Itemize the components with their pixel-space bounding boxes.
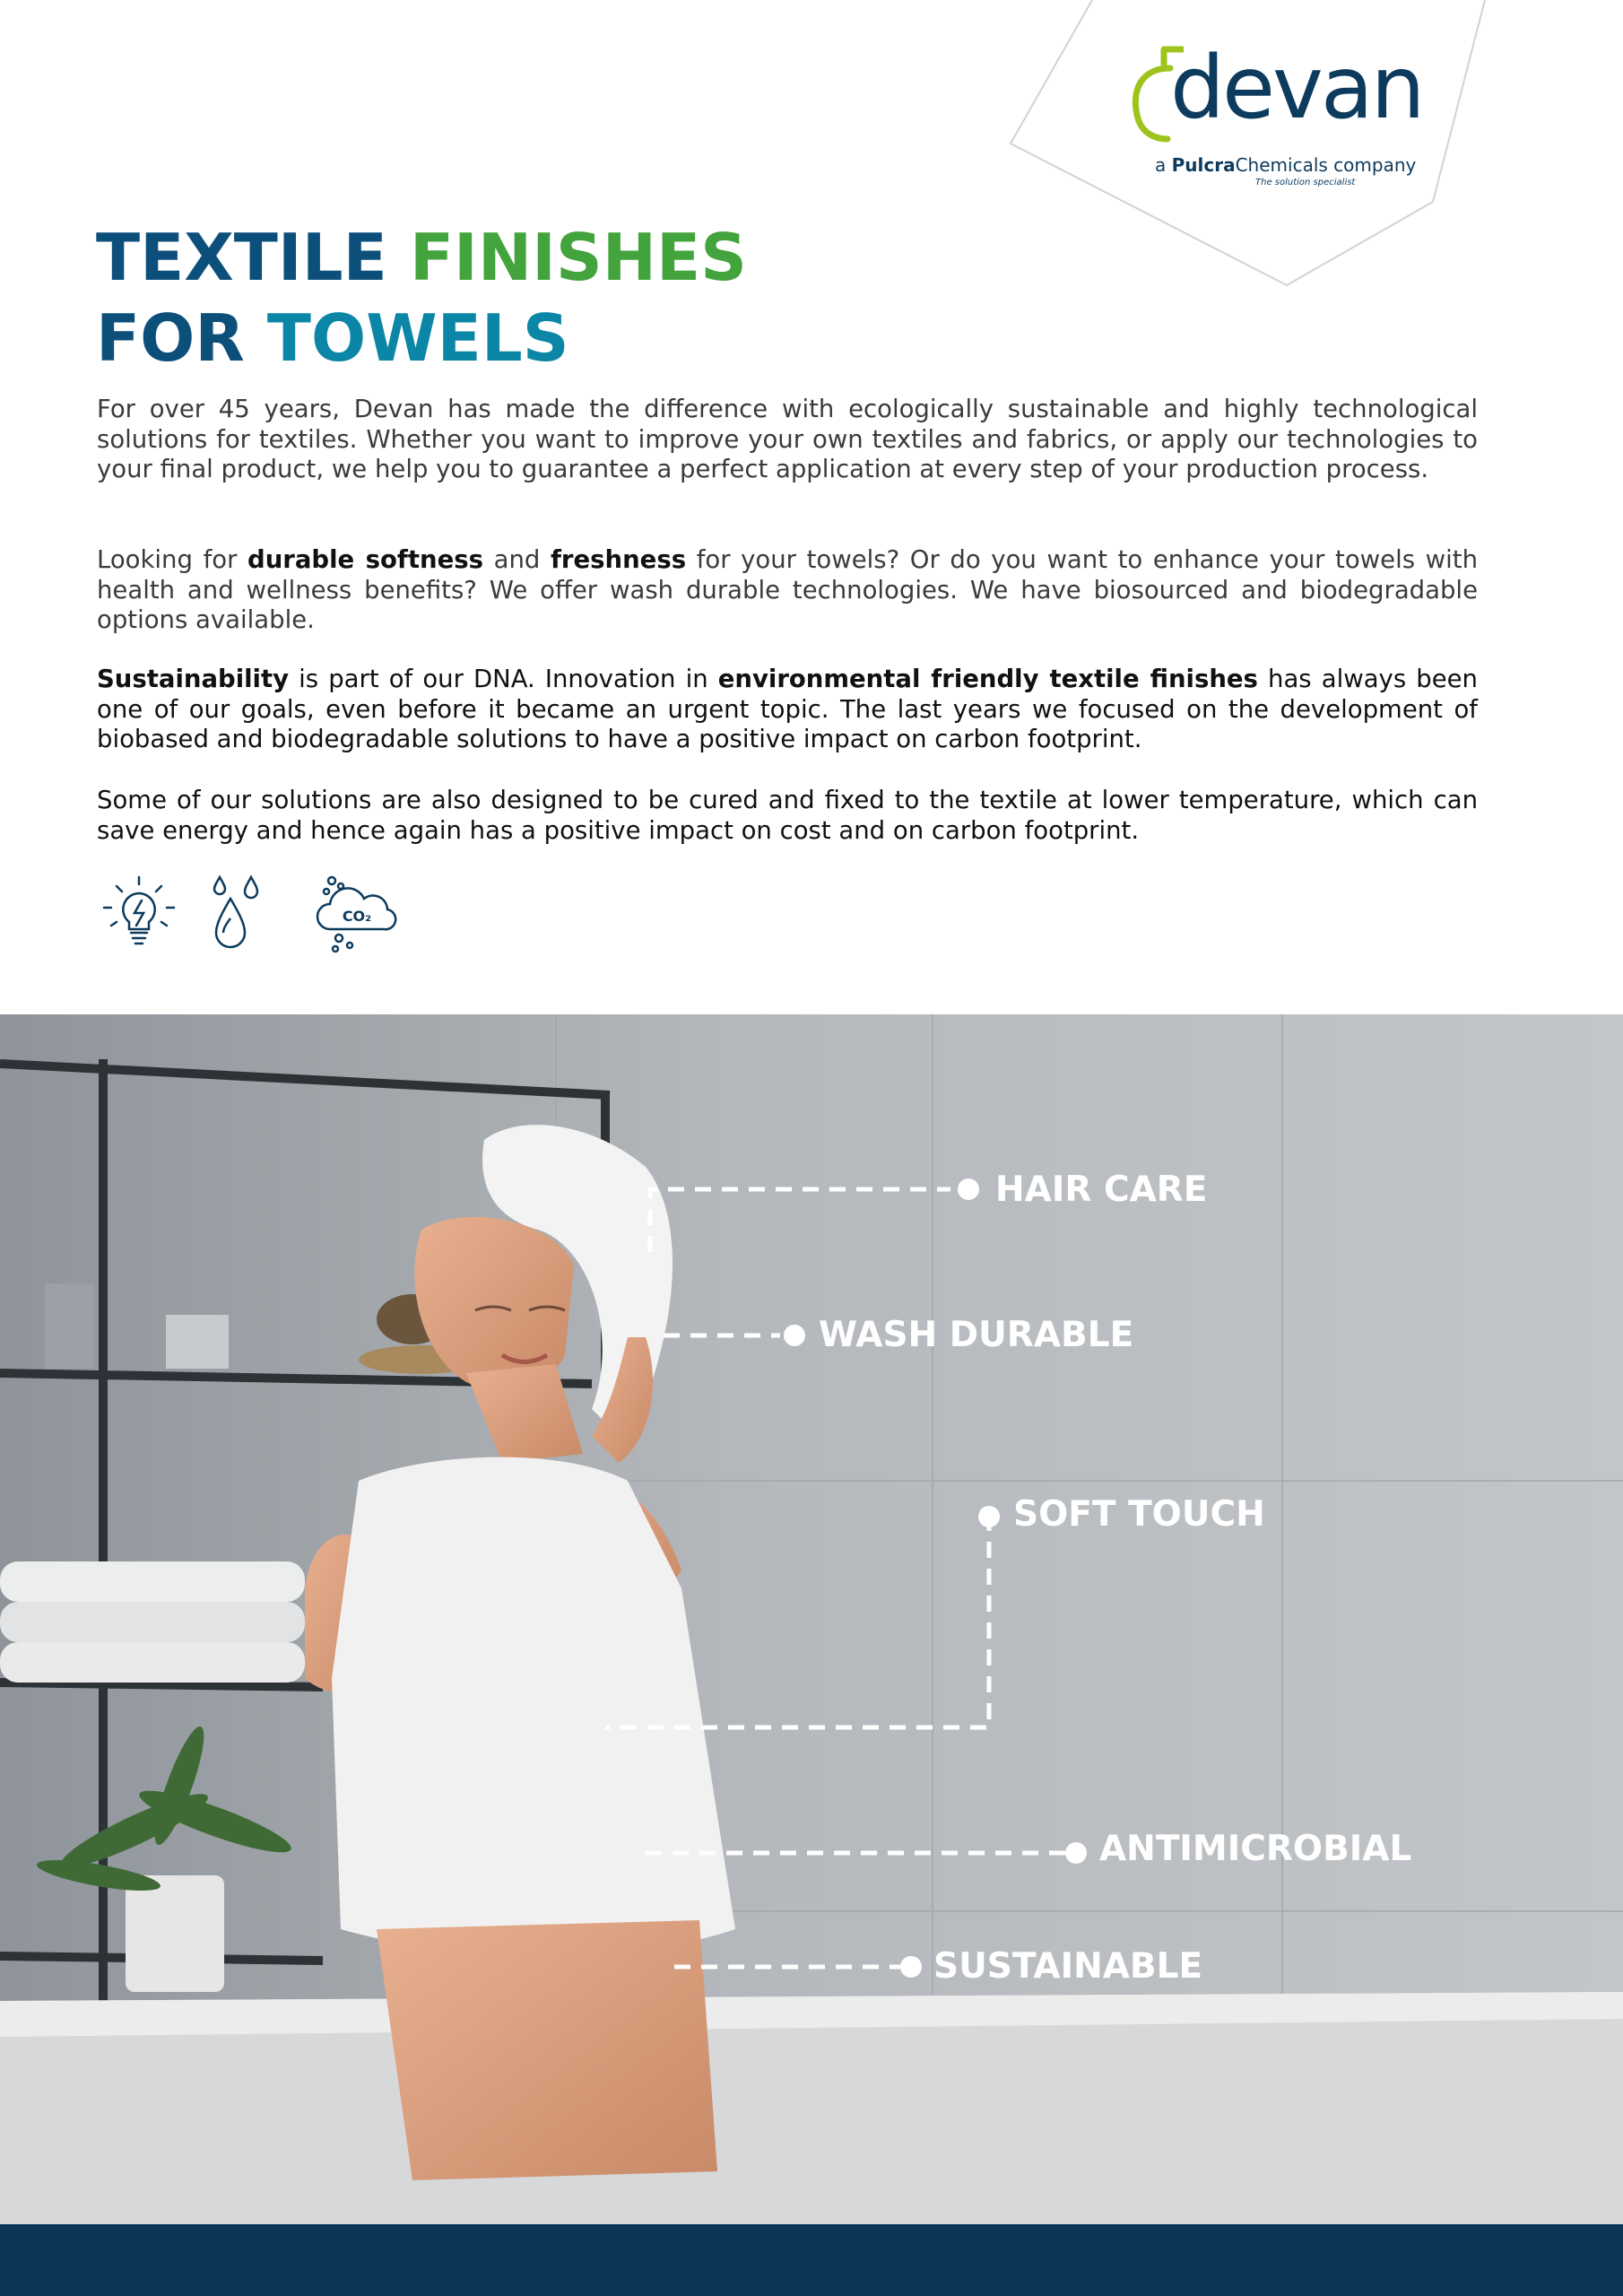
logo-wordmark: devan <box>1170 38 1423 138</box>
callout-soft-touch: SOFT TOUCH <box>1013 1494 1265 1535</box>
title-word-textile: TEXTILE <box>96 220 387 295</box>
title-word-for: FOR <box>96 300 245 376</box>
energy-bulb-icon <box>99 874 179 954</box>
energy-paragraph: Some of our solutions are also designed to be cured and fixed to the textile at lower temperature, which can save energy and hence again has a positive impact on cost and on carbon footprint. <box>97 786 1478 845</box>
water-drops-icon <box>211 874 273 954</box>
title-word-towels: TOWELS <box>266 300 569 376</box>
hero-photo <box>0 1014 1623 2224</box>
intro-paragraph: For over 45 years, Devan has made the difference with ecologically sustainable and highly technological solutions for textiles. Whether you want to improve your own textiles and fabrics, or apply our technologies to your final product, we help you to guarantee a perfect application at every step of your production process. <box>97 395 1478 483</box>
logo-subline: a PulcraChemicals company <box>1155 154 1417 176</box>
footer-bar <box>0 2224 1623 2296</box>
callout-sustainable: SUSTAINABLE <box>933 1946 1203 1987</box>
bathroom-scene <box>0 1014 1623 2224</box>
softness-paragraph: Looking for durable softness and freshness for your towels? Or do you want to enhance your towels with health and wellness benefits? We offer wash durable technologies. We have biosourced and biodegradable options available. <box>97 545 1479 634</box>
benefit-icons <box>99 874 404 954</box>
devan-logo <box>1121 36 1423 188</box>
sustainability-paragraph: Sustainability is part of our DNA. Innovation in environmental friendly textile finishes has always been one of our goals, even before it became an urgent topic. The last years we focused on the development of biobased and biodegradable solutions to have a positive impact on carbon footprint. <box>97 665 1478 753</box>
callout-wash-durable: WASH DURABLE <box>819 1315 1134 1355</box>
co2-cloud-icon <box>310 874 400 954</box>
callout-antimicrobial: ANTIMICROBIAL <box>1099 1829 1412 1869</box>
svg-text:CO₂: CO₂ <box>342 908 372 925</box>
logo-tagline: The solution specialist <box>1255 178 1356 187</box>
page-title <box>96 217 747 378</box>
title-word-finishes: FINISHES <box>409 220 748 295</box>
callout-hair-care: HAIR CARE <box>995 1170 1208 1210</box>
